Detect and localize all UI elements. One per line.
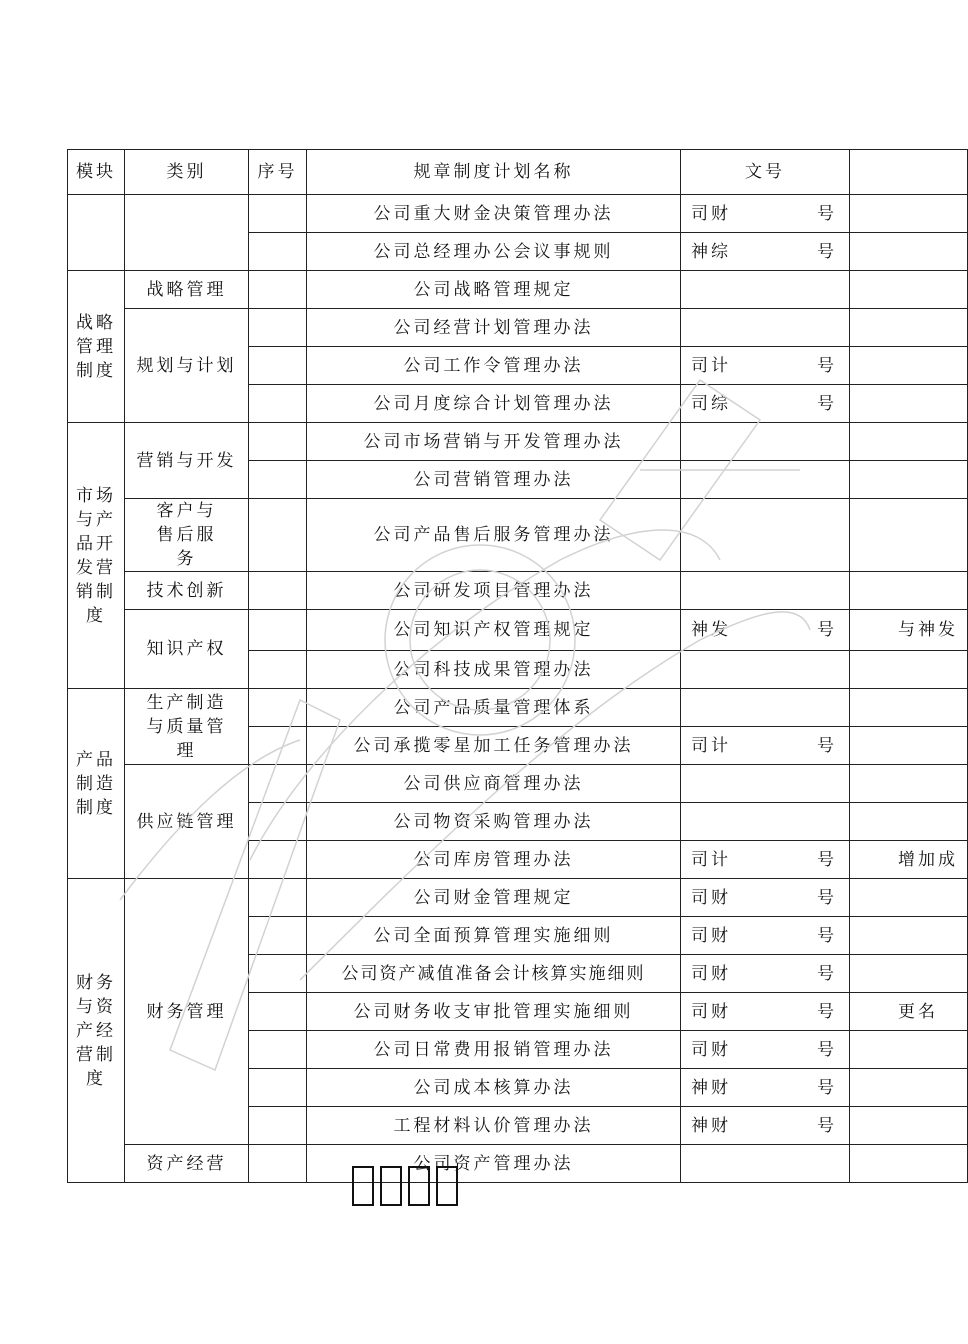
- remark-cell: [850, 1069, 968, 1107]
- doc-prefix: 司财: [691, 203, 731, 224]
- serial-cell: [249, 879, 307, 917]
- remark-cell: [850, 572, 968, 610]
- remark-cell: [850, 993, 968, 1031]
- remark-text: 更名: [898, 1001, 938, 1022]
- category-asset: 资产经营: [125, 1145, 249, 1183]
- serial-cell: [249, 1107, 307, 1145]
- table-row: [68, 309, 968, 347]
- regulation-name: 公司产品质量管理体系: [307, 689, 681, 727]
- category-finance-mgmt: 财务管理: [125, 879, 249, 1145]
- table-row: [68, 271, 968, 309]
- doc-number: [681, 195, 850, 233]
- doc-suffix: 号: [817, 241, 837, 262]
- regulation-name: 公司研发项目管理办法: [307, 572, 681, 610]
- doc-prefix: 神综: [691, 241, 731, 262]
- doc-number: [681, 803, 850, 841]
- module-strategy: 战略管理制度: [68, 271, 125, 423]
- category-marketing: 营销与开发: [125, 423, 249, 499]
- remark-cell: [850, 461, 968, 499]
- module-product: 产品制造制度: [68, 689, 125, 879]
- doc-prefix: 神财: [691, 1115, 731, 1136]
- regulation-name: 公司总经理办公会议事规则: [307, 233, 681, 271]
- serial-cell: [249, 499, 307, 572]
- module-market: 市场与产品开发营销制度: [68, 423, 125, 689]
- doc-suffix: 号: [817, 1115, 837, 1136]
- serial-cell: [249, 461, 307, 499]
- doc-suffix: 号: [817, 925, 837, 946]
- doc-prefix: 司财: [691, 1001, 731, 1022]
- doc-prefix: 神财: [691, 1077, 731, 1098]
- serial-cell: [249, 841, 307, 879]
- regulation-name: 公司财务收支审批管理实施细则: [307, 993, 681, 1031]
- category-cell-empty: [125, 195, 249, 271]
- doc-suffix: 号: [817, 355, 837, 376]
- header-serial: 序号: [249, 150, 307, 195]
- serial-cell: [249, 610, 307, 651]
- table-row: [68, 879, 968, 917]
- remark-cell: [850, 727, 968, 765]
- remark-cell: [850, 1031, 968, 1069]
- remark-cell: [850, 765, 968, 803]
- doc-suffix: 号: [817, 963, 837, 984]
- remark-cell: [850, 689, 968, 727]
- serial-cell: [249, 347, 307, 385]
- serial-cell: [249, 572, 307, 610]
- table-row: [68, 1145, 968, 1183]
- category-strategic-mgmt: 战略管理: [125, 271, 249, 309]
- regulation-name: 公司月度综合计划管理办法: [307, 385, 681, 423]
- remark-text: 增加成: [898, 849, 958, 870]
- doc-prefix: 司财: [691, 1039, 731, 1060]
- serial-cell: [249, 309, 307, 347]
- regulation-name: 公司日常费用报销管理办法: [307, 1031, 681, 1069]
- serial-cell: [249, 651, 307, 689]
- regulation-name: 公司经营计划管理办法: [307, 309, 681, 347]
- doc-prefix: 司计: [691, 735, 731, 756]
- remark-cell: [850, 841, 968, 879]
- serial-cell: [249, 993, 307, 1031]
- doc-number: [681, 423, 850, 461]
- serial-cell: [249, 803, 307, 841]
- category-tech: 技术创新: [125, 572, 249, 610]
- doc-number: [681, 993, 850, 1031]
- table-row: [68, 765, 968, 803]
- doc-number: [681, 879, 850, 917]
- remark-cell: [850, 271, 968, 309]
- remark-cell: [850, 233, 968, 271]
- serial-cell: [249, 1069, 307, 1107]
- serial-cell: [249, 955, 307, 993]
- remark-cell: [850, 610, 968, 651]
- header-module: 模块: [68, 150, 125, 195]
- serial-cell: [249, 765, 307, 803]
- doc-number: [681, 955, 850, 993]
- table-row: [68, 689, 968, 727]
- remark-cell: [850, 423, 968, 461]
- doc-suffix: 号: [817, 1001, 837, 1022]
- doc-number: [681, 461, 850, 499]
- missing-glyph-box: [380, 1166, 402, 1206]
- serial-cell: [249, 917, 307, 955]
- regulation-name: 公司全面预算管理实施细则: [307, 917, 681, 955]
- category-supply: 供应链管理: [125, 765, 249, 879]
- module-finance: 财务与资产经营制度: [68, 879, 125, 1183]
- table-row: [68, 195, 968, 233]
- footer-missing-glyphs: [352, 1166, 458, 1206]
- remark-cell: [850, 309, 968, 347]
- remark-cell: [850, 651, 968, 689]
- doc-number: [681, 1145, 850, 1183]
- regulation-name: 公司重大财金决策管理办法: [307, 195, 681, 233]
- regulation-name: 公司供应商管理办法: [307, 765, 681, 803]
- regulation-name: 公司资产减值准备会计核算实施细则: [307, 955, 681, 993]
- regulation-name: 公司物资采购管理办法: [307, 803, 681, 841]
- serial-cell: [249, 195, 307, 233]
- category-customer: 客户与售后服务: [125, 499, 249, 572]
- header-category: 类别: [125, 150, 249, 195]
- doc-suffix: 号: [817, 887, 837, 908]
- doc-number: [681, 347, 850, 385]
- regulation-name: 公司资产管理办法: [307, 1145, 681, 1183]
- doc-prefix: 司财: [691, 925, 731, 946]
- serial-cell: [249, 727, 307, 765]
- serial-cell: [249, 385, 307, 423]
- regulation-name: 公司知识产权管理规定: [307, 610, 681, 651]
- regulation-name: 公司工作令管理办法: [307, 347, 681, 385]
- doc-number: [681, 271, 850, 309]
- doc-prefix: 司计: [691, 849, 731, 870]
- regulation-name: 公司承揽零星加工任务管理办法: [307, 727, 681, 765]
- doc-suffix: 号: [817, 1077, 837, 1098]
- doc-prefix: 神发: [691, 620, 731, 640]
- header-regulation-name: 规章制度计划名称: [307, 150, 681, 195]
- regulation-name: 公司科技成果管理办法: [307, 651, 681, 689]
- missing-glyph-box: [352, 1166, 374, 1206]
- remark-cell: [850, 917, 968, 955]
- doc-suffix: 号: [817, 620, 837, 640]
- doc-number: [681, 233, 850, 271]
- regulation-name: 公司产品售后服务管理办法: [307, 499, 681, 572]
- serial-cell: [249, 689, 307, 727]
- doc-prefix: 司综: [691, 393, 731, 414]
- remark-cell: [850, 803, 968, 841]
- doc-number: [681, 1069, 850, 1107]
- serial-cell: [249, 1031, 307, 1069]
- category-ip: 知识产权: [125, 610, 249, 689]
- doc-number: [681, 1031, 850, 1069]
- doc-number: [681, 651, 850, 689]
- doc-number: [681, 499, 850, 572]
- doc-number: [681, 841, 850, 879]
- doc-number: [681, 1107, 850, 1145]
- table-header-row: [68, 150, 968, 195]
- doc-number: [681, 727, 850, 765]
- category-planning: 规划与计划: [125, 309, 249, 423]
- table-row: [68, 499, 968, 572]
- remark-cell: [850, 347, 968, 385]
- remark-text: 与神发: [898, 620, 958, 640]
- doc-prefix: 司财: [691, 887, 731, 908]
- doc-number: [681, 385, 850, 423]
- regulation-name: 公司成本核算办法: [307, 1069, 681, 1107]
- regulation-name: 公司市场营销与开发管理办法: [307, 423, 681, 461]
- regulation-name: 公司战略管理规定: [307, 271, 681, 309]
- doc-number: [681, 765, 850, 803]
- table-row: [68, 572, 968, 610]
- doc-number: [681, 689, 850, 727]
- missing-glyph-box: [408, 1166, 430, 1206]
- header-remark: [850, 150, 968, 195]
- module-cell-empty: [68, 195, 125, 271]
- remark-cell: [850, 385, 968, 423]
- serial-cell: [249, 423, 307, 461]
- doc-suffix: 号: [817, 1039, 837, 1060]
- regulation-table: [67, 149, 968, 1183]
- serial-cell: [249, 1145, 307, 1183]
- doc-prefix: 司计: [691, 355, 731, 376]
- remark-cell: [850, 1145, 968, 1183]
- doc-number: [681, 309, 850, 347]
- doc-number: [681, 572, 850, 610]
- regulation-name: 公司库房管理办法: [307, 841, 681, 879]
- remark-cell: [850, 195, 968, 233]
- remark-cell: [850, 955, 968, 993]
- doc-suffix: 号: [817, 393, 837, 414]
- regulation-name: 工程材料认价管理办法: [307, 1107, 681, 1145]
- table-row: [68, 610, 968, 651]
- missing-glyph-box: [436, 1166, 458, 1206]
- doc-number: [681, 610, 850, 651]
- doc-prefix: 司财: [691, 963, 731, 984]
- serial-cell: [249, 271, 307, 309]
- serial-cell: [249, 233, 307, 271]
- doc-suffix: 号: [817, 735, 837, 756]
- regulation-name: 公司营销管理办法: [307, 461, 681, 499]
- table-row: [68, 423, 968, 461]
- remark-cell: [850, 1107, 968, 1145]
- header-doc-number: 文号: [681, 150, 850, 195]
- doc-suffix: 号: [817, 849, 837, 870]
- remark-cell: [850, 879, 968, 917]
- regulation-name: 公司财金管理规定: [307, 879, 681, 917]
- category-production: 生产制造与质量管理: [125, 689, 249, 765]
- remark-cell: [850, 499, 968, 572]
- doc-number: [681, 917, 850, 955]
- doc-suffix: 号: [817, 203, 837, 224]
